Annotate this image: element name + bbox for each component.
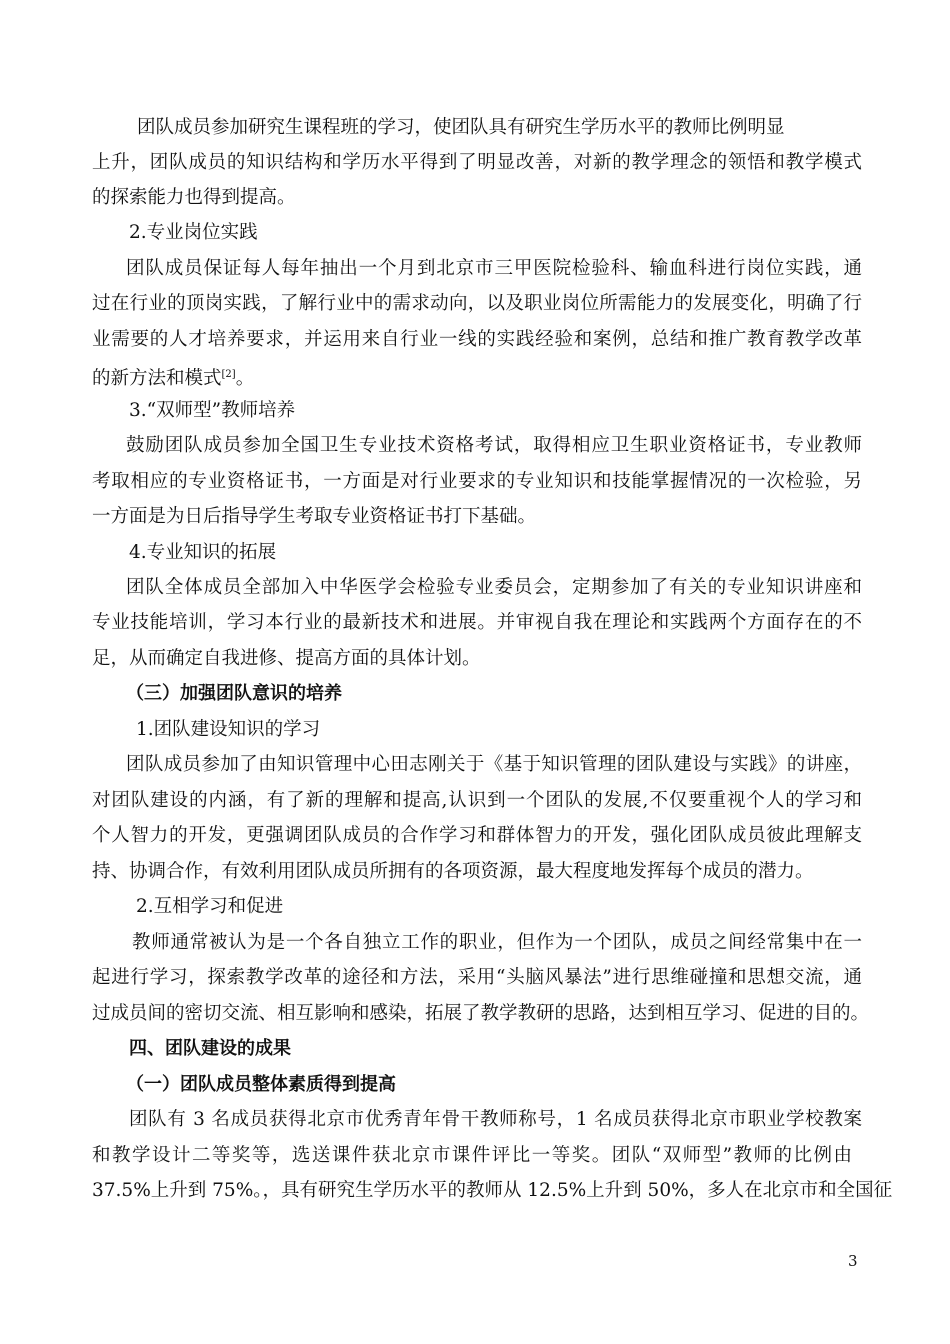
paragraph-line: 上升，团队成员的知识结构和学历水平得到了明显改善，对新的教学理念的领悟和教学模式 xyxy=(92,152,862,173)
subsection-title: （三）加强团队意识的培养 xyxy=(126,683,342,704)
section-heading: 2.互相学习和促进 xyxy=(136,896,284,917)
paragraph-line: 团队成员保证每人每年抽出一个月到北京市三甲医院检验科、输血科进行岗位实践，通 xyxy=(126,258,862,279)
section-heading: 1.团队建设知识的学习 xyxy=(136,719,321,740)
paragraph-line: 专业技能培训，学习本行业的最新技术和进展。并审视自我在理论和实践两个方面存在的不 xyxy=(92,612,862,633)
subsection-title: （一）团队成员整体素质得到提高 xyxy=(126,1074,396,1095)
paragraph-line: 考取相应的专业资格证书，一方面是对行业要求的专业知识和技能掌握情况的一次检验，另 xyxy=(92,471,862,492)
citation-ref: [2] xyxy=(221,369,236,380)
section-heading: 3.“双师型”教师培养 xyxy=(129,400,296,421)
paragraph-line: 足，从而确定自我进修、提高方面的具体计划。 xyxy=(92,648,481,669)
paragraph-line: 和教学设计二等奖等，选送课件获北京市课件评比一等奖。团队“双师型”教师的比例由 xyxy=(92,1145,852,1166)
paragraph-line: 持、协调合作，有效利用团队成员所拥有的各项资源，最大程度地发挥每个成员的潜力。 xyxy=(92,861,814,882)
section-title: 四、团队建设的成果 xyxy=(129,1038,291,1059)
paragraph-line: 过成员间的密切交流、相互影响和感染，拓展了教学教研的思路，达到相互学习、促进的目的。 xyxy=(92,1003,870,1024)
section-heading: 4.专业知识的拓展 xyxy=(129,542,277,563)
paragraph-line: 团队成员参加研究生课程班的学习，使团队具有研究生学历水平的教师比例明显 xyxy=(137,117,785,138)
line-text: 的新方法和模式 xyxy=(92,368,222,390)
paragraph-line: 鼓励团队成员参加全国卫生专业技术资格考试，取得相应卫生职业资格证书，专业教师 xyxy=(126,435,862,456)
paragraph-line: 过在行业的顶岗实践，了解行业中的需求动向，以及职业岗位所需能力的发展变化，明确了行 xyxy=(92,293,862,314)
paragraph-line: 37.5%上升到 75%。，具有研究生学历水平的教师从 12.5%上升到 50%，多人在北京市和全国征 xyxy=(92,1180,893,1201)
paragraph-line: 团队有 3 名成员获得北京市优秀青年骨干教师称号，1 名成员获得北京市职业学校教案 xyxy=(129,1109,862,1130)
paragraph-line: 一方面是为日后指导学生考取专业资格证书打下基础。 xyxy=(92,506,537,527)
section-heading: 2.专业岗位实践 xyxy=(129,222,258,243)
page-number: 3 xyxy=(848,1252,858,1270)
paragraph-line: 团队成员参加了由知识管理中心田志刚关于《基于知识管理的团队建设与实践》的讲座， xyxy=(126,754,862,775)
paragraph-line: 的探索能力也得到提高。 xyxy=(92,187,296,208)
paragraph-line: 起进行学习，探索教学改革的途径和方法，采用“头脑风暴法”进行思维碰撞和思想交流，通 xyxy=(92,967,862,988)
line-suffix: 。 xyxy=(235,368,255,390)
paragraph-line: 个人智力的开发，更强调团队成员的合作学习和群体智力的开发，强化团队成员彼此理解支 xyxy=(92,825,862,846)
paragraph-line: 业需要的人才培养要求，并运用来自行业一线的实践经验和案例，总结和推广教育教学改革 xyxy=(92,329,862,350)
paragraph-line: 对团队建设的内涵，有了新的理解和提高,认识到一个团队的发展,不仅要重视个人的学习和 xyxy=(92,790,862,811)
paragraph-line: 教师通常被认为是一个各自独立工作的职业，但作为一个团队，成员之间经常集中在一 xyxy=(132,932,862,953)
paragraph-line: 团队全体成员全部加入中华医学会检验专业委员会，定期参加了有关的专业知识讲座和 xyxy=(126,577,862,598)
paragraph-line xyxy=(92,362,862,392)
